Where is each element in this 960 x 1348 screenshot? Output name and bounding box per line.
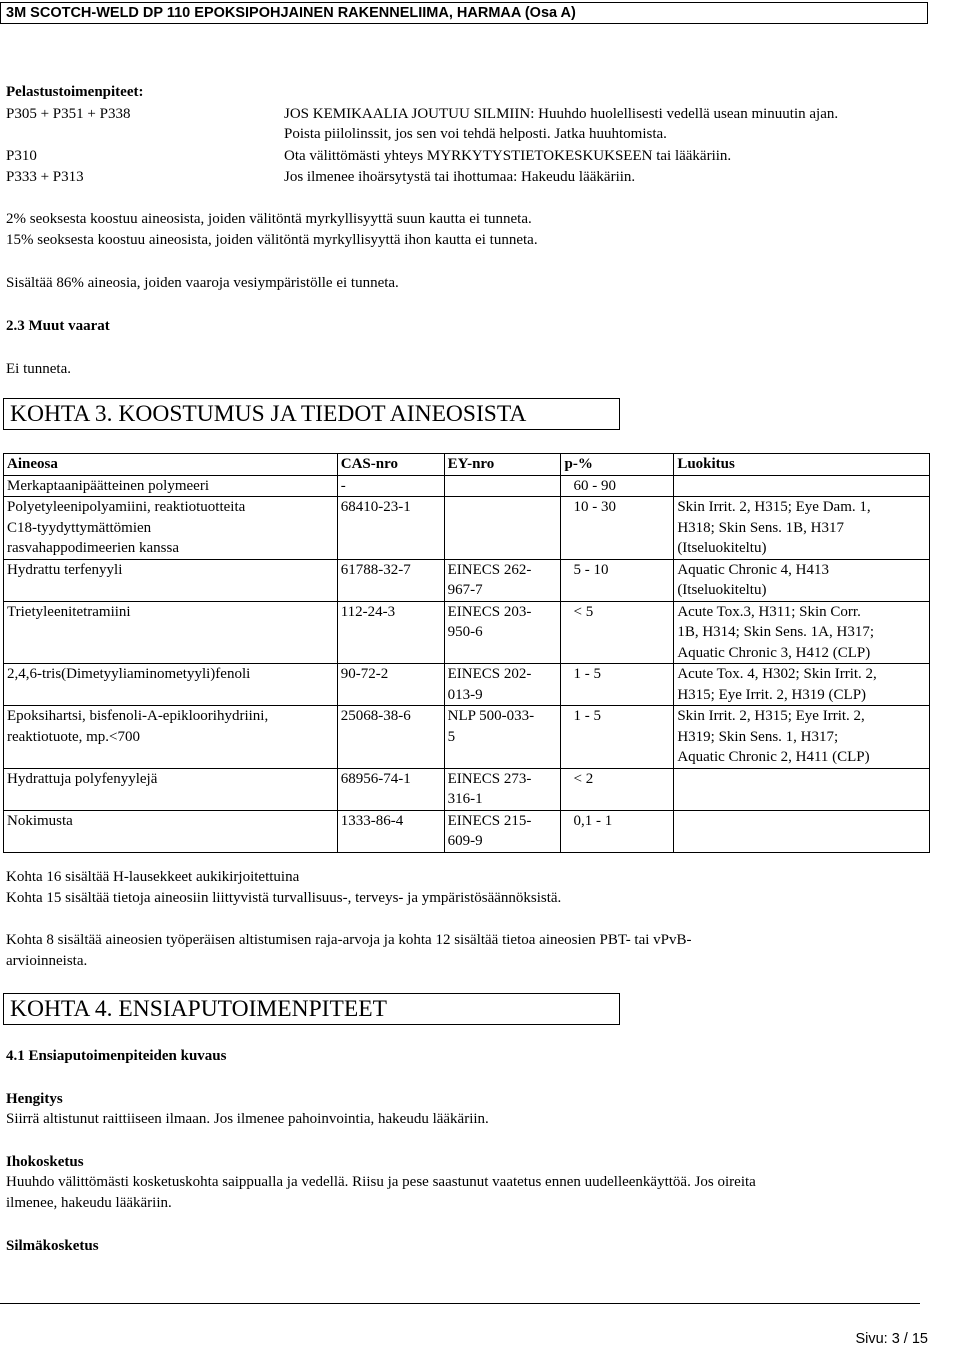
weight-percent: < 5: [561, 601, 674, 664]
weight-percent: 60 - 90: [561, 475, 674, 497]
precaution-text: Poista piilolinssit, jos sen voi tehdä helposti. Jatka huuhtomista.: [284, 126, 667, 142]
table-row: [4, 475, 930, 497]
toxicity-dermal: 15% seoksesta koostuu aineosista, joiden välitöntä myrkyllisyyttä ihon kautta ei tunneta.: [6, 232, 538, 248]
ingredient-name-line: Epoksihartsi, bisfenoli-A-epikloorihydriini,: [7, 708, 269, 724]
skin-contact-heading: Ihokosketus: [6, 1154, 84, 1170]
table-header-row: [4, 454, 930, 476]
table-row: [4, 810, 930, 852]
column-header: CAS-nro: [337, 454, 444, 476]
classification: [674, 559, 930, 601]
ingredient-name: [4, 497, 338, 560]
note-regulations: Kohta 15 sisältää tietoja aineosiin liittyvistä turvallisuus-, terveys- ja ympäristösäännöksistä.: [6, 890, 562, 906]
weight-percent: 1 - 5: [561, 706, 674, 769]
column-header: p-%: [561, 454, 674, 476]
section3-title: KOHTA 3. KOOSTUMUS JA TIEDOT AINEOSISTA: [3, 398, 620, 430]
classification-line: Skin Irrit. 2, H315; Eye Dam. 1,: [677, 499, 871, 515]
first-aid-subheading: 4.1 Ensiaputoimenpiteiden kuvaus: [6, 1048, 227, 1064]
document-header-title: 3M SCOTCH-WELD DP 110 EPOKSIPOHJAINEN RAKENNELIIMA, HARMAA (Osa A): [0, 2, 928, 24]
precaution-text: Jos ilmenee ihoärsytystä tai ihottumaa: Hakeudu lääkäriin.: [284, 169, 636, 185]
column-header: Aineosa: [4, 454, 338, 476]
ingredient-name: [4, 559, 338, 601]
cas-number: 1333-86-4: [337, 810, 444, 852]
inhalation-text: Siirrä altistunut raittiiseen ilmaan. Jos ilmenee pahoinvointia, hakeudu lääkäriin.: [6, 1111, 489, 1127]
precaution-text: Ota välittömästi yhteys MYRKYTYSTIETOKESKUKSEEN tai lääkäriin.: [284, 148, 732, 164]
section4-title: KOHTA 4. ENSIAPUTOIMENPITEET: [3, 993, 620, 1025]
page-number: Sivu: 3 / 15: [855, 1331, 928, 1347]
ec-number-line: 5: [447, 728, 456, 745]
ingredient-name-line: rasvahappodimeerien kanssa: [7, 540, 180, 556]
inhalation-heading: Hengitys: [6, 1091, 63, 1107]
note-h-statements: Kohta 16 sisältää H-lausekkeet aukikirjoitettuina: [6, 869, 300, 885]
precaution-text: JOS KEMIKAALIA JOUTUU SILMIIN: Huuhdo huolellisesti vedellä usean minuutin ajan.: [284, 106, 839, 122]
classification-line: H318; Skin Sens. 1B, H317: [677, 519, 844, 536]
ingredient-name: [4, 475, 338, 497]
classification-line: Aquatic Chronic 4, H413: [677, 561, 829, 578]
classification-line: H315; Eye Irrit. 2, H319 (CLP): [677, 686, 867, 703]
cas-number: 68410-23-1: [337, 497, 444, 560]
ingredient-name-line: Merkaptaanipäätteinen polymeeri: [7, 477, 209, 494]
eye-contact-heading: Silmäkosketus: [6, 1238, 99, 1254]
toxicity-oral: 2% seoksesta koostuu aineosista, joiden välitöntä myrkyllisyyttä suun kautta ei tunneta.: [6, 211, 532, 227]
ec-number: [444, 497, 561, 560]
toxicity-aquatic: Sisältää 86% aineosia, joiden vaaroja vesiympäristölle ei tunneta.: [6, 275, 399, 291]
ingredient-name-line: Polyetyleenipolyamiini, reaktiotuotteita: [7, 499, 246, 515]
precautions-heading: Pelastustoimenpiteet:: [6, 84, 144, 100]
ec-number-line: EINECS 262-: [447, 561, 532, 578]
cas-number: 90-72-2: [337, 664, 444, 706]
ingredient-name-line: 2,4,6-tris(Dimetyyliaminometyyli)fenoli: [7, 666, 251, 682]
ec-number-line: EINECS 273-: [447, 770, 532, 787]
classification: [674, 601, 930, 664]
weight-percent: 5 - 10: [561, 559, 674, 601]
ec-number: [444, 664, 561, 706]
ingredient-name: [4, 664, 338, 706]
skin-contact-text-cont: ilmenee, hakeudu lääkäriin.: [6, 1195, 172, 1211]
table-row: [4, 559, 930, 601]
ec-number: [444, 475, 561, 497]
ingredient-name: [4, 810, 338, 852]
other-hazards-heading: 2.3 Muut vaarat: [6, 318, 110, 334]
composition-table: [3, 453, 930, 853]
classification: [674, 768, 930, 810]
classification: [674, 810, 930, 852]
ec-number-line: EINECS 203-: [447, 603, 532, 620]
ingredient-name-line: reaktiotuote, mp.<700: [7, 728, 141, 745]
cas-number: 112-24-3: [337, 601, 444, 664]
ec-number-line: EINECS 215-: [447, 812, 532, 829]
cas-number: 68956-74-1: [337, 768, 444, 810]
ingredient-name: [4, 768, 338, 810]
weight-percent: 0,1 - 1: [561, 810, 674, 852]
classification: [674, 664, 930, 706]
precaution-code: P305 + P351 + P338: [6, 106, 131, 122]
cas-number: 25068-38-6: [337, 706, 444, 769]
table-row: [4, 706, 930, 769]
classification-line: Aquatic Chronic 2, H411 (CLP): [677, 749, 870, 765]
classification-line: (Itseluokiteltu): [677, 582, 767, 598]
ingredient-name-line: C18-tyydyttymättömien: [7, 519, 152, 536]
classification-line: (Itseluokiteltu): [677, 540, 767, 556]
skin-contact-text: Huuhdo välittömästi kosketuskohta saippualla ja vedellä. Riisu ja pese saastunut vaatetus ennen uudelleenkäyttöä. Jos oireita: [6, 1174, 756, 1190]
ec-number-line: 967-7: [447, 582, 483, 598]
ec-number: [444, 768, 561, 810]
weight-percent: 1 - 5: [561, 664, 674, 706]
weight-percent: 10 - 30: [561, 497, 674, 560]
cas-number: 61788-32-7: [337, 559, 444, 601]
ec-number-line: NLP 500-033-: [447, 708, 535, 724]
column-header: Luokitus: [674, 454, 930, 476]
ingredient-name-line: Hydrattu terfenyyli: [7, 561, 123, 578]
classification-line: H319; Skin Sens. 1, H317;: [677, 728, 839, 745]
ec-number-line: 950-6: [447, 624, 483, 640]
ec-number: [444, 601, 561, 664]
column-header: EY-nro: [444, 454, 561, 476]
ec-number: [444, 706, 561, 769]
ec-number-line: 316-1: [447, 791, 483, 807]
ingredient-name-line: Nokimusta: [7, 812, 73, 829]
ingredient-name-line: Trietyleenitetramiini: [7, 603, 131, 620]
classification: [674, 475, 930, 497]
classification-line: Skin Irrit. 2, H315; Eye Irrit. 2,: [677, 708, 865, 724]
weight-percent: < 2: [561, 768, 674, 810]
table-row: [4, 601, 930, 664]
table-row: [4, 768, 930, 810]
note-exposure-limits: Kohta 8 sisältää aineosien työperäisen altistumisen raja-arvoja ja kohta 12 sisältää tietoa aineosien PBT- tai vPvB-: [6, 932, 692, 948]
ingredient-name-line: Hydrattuja polyfenyylejä: [7, 770, 158, 787]
classification: [674, 497, 930, 560]
precaution-code: P333 + P313: [6, 169, 84, 185]
classification-line: 1B, H314; Skin Sens. 1A, H317;: [677, 624, 874, 640]
ec-number-line: 609-9: [447, 833, 483, 849]
ec-number-line: 013-9: [447, 686, 483, 703]
classification-line: Acute Tox.3, H311; Skin Corr.: [677, 603, 861, 620]
ec-number: [444, 559, 561, 601]
table-row: [4, 664, 930, 706]
ec-number: [444, 810, 561, 852]
note-exposure-limits-cont: arvioinneista.: [6, 953, 88, 969]
classification: [674, 706, 930, 769]
classification-line: Acute Tox. 4, H302; Skin Irrit. 2,: [677, 666, 877, 682]
ec-number-line: EINECS 202-: [447, 666, 532, 682]
footer-divider: [0, 1303, 920, 1304]
ingredient-name: [4, 601, 338, 664]
ingredient-name: [4, 706, 338, 769]
cas-number: -: [337, 475, 444, 497]
other-hazards-text: Ei tunneta.: [6, 361, 71, 377]
table-row: [4, 497, 930, 560]
classification-line: Aquatic Chronic 3, H412 (CLP): [677, 644, 871, 661]
precaution-code: P310: [6, 148, 37, 164]
